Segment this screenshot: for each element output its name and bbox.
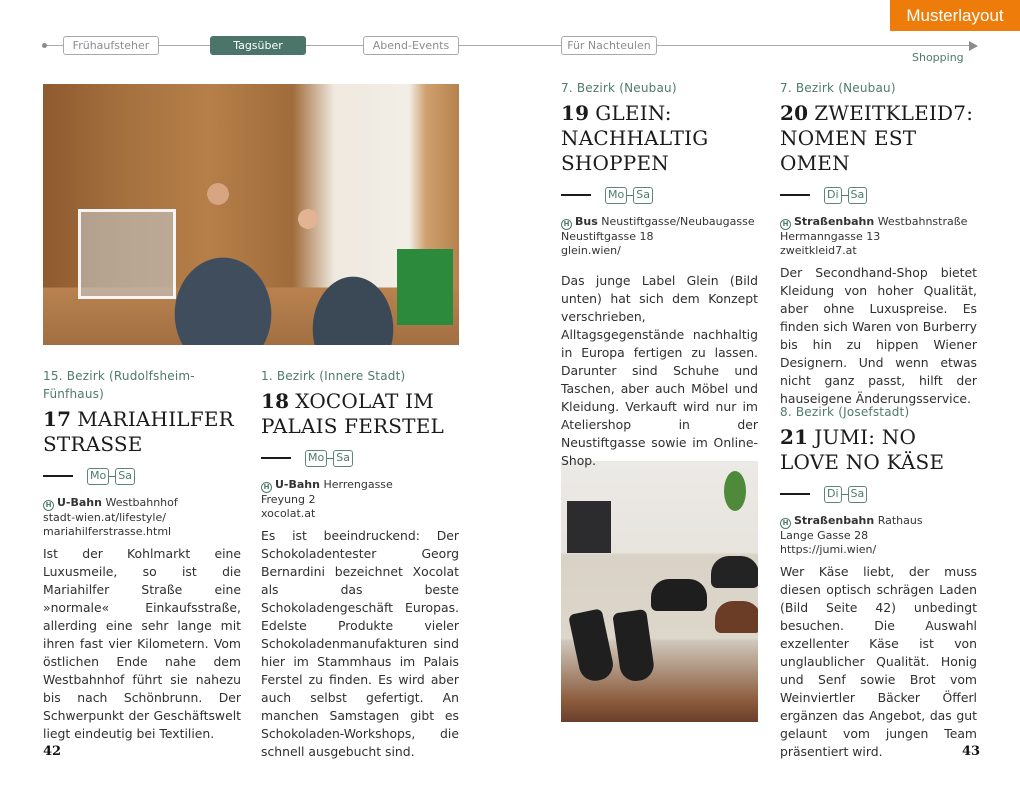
entry-address: Freyung 2 [261,493,316,506]
opening-days [780,485,977,503]
district-label: 15. Bezirk (Rudolfsheim-Fünfhaus) [43,369,195,401]
divider-rule [261,457,291,459]
entry-url[interactable]: xocolat.at [261,507,316,520]
transit-stop-icon: H [261,482,272,493]
transport-mode: Bus [575,215,598,228]
sandal-left [568,608,616,684]
timeline-arrow-icon [969,41,978,51]
day-from: Mo [605,187,627,204]
day-from: Di [824,486,842,503]
divider-rule [561,194,591,196]
timeline-start-dot [42,43,47,48]
time-of-day-timeline [42,36,978,56]
cheese-shop-photo [43,84,459,345]
plant [724,471,746,511]
divider-rule [43,475,73,477]
entry-body: Wer Käse liebt, der muss diesen optisch schrägen Laden (Bild Seite 42) unbedingt besuchen. Die Auswahl exzellenter Käse ist von unglaublicher Qualität. Honig und Senf sowie Brot vom Weinviertler Bäcker Öfferl ergänzen das Angebot, das gut gelaunt vom jungen Team präsentiert wird. [780,564,977,759]
entry-body: Der Secondhand-Shop bietet Kleidung von hoher Qualität, aber ohne Luxuspreise. Es finden sich Waren von Burberry bis hin zu hippen Wiener Designern. Und wenn etwas nicht ganz passt, hilft der hauseigene Änderungsservice. [780,265,977,406]
transit-stop-icon: H [780,219,791,230]
day-range-dash [842,195,848,196]
district-label: 7. Bezirk (Neubau) [561,81,677,95]
shoe-shop-photo [561,461,758,722]
entry-title [780,425,977,475]
opening-days [261,449,459,467]
transit-stop-icon: H [780,518,791,529]
entry-info [261,478,459,521]
entry-19 [561,79,758,470]
entry-number: 19 [561,101,590,125]
section-label-shopping: Shopping [912,51,964,64]
day-to: Sa [333,450,353,467]
entry-url[interactable]: https://jumi.wien/ [780,543,877,556]
entry-title [780,101,977,176]
entry-title [561,101,711,176]
entry-title [43,407,241,457]
entry-address: Lange Gasse 28 [780,529,869,542]
page-number-right: 43 [962,744,981,759]
display-case [78,209,176,299]
entry-21 [780,403,977,761]
transport-stop: Rathaus [877,514,923,527]
entry-name: MARIAHILFER STRASSE [43,407,234,456]
divider-rule [780,194,810,196]
entry-address: Neustiftgasse 18 [561,230,654,243]
page-number-left: 42 [43,744,62,759]
day-to: Sa [115,468,135,485]
entry-17 [43,367,241,743]
transport-mode: U-Bahn [275,478,320,491]
opening-days [43,467,241,485]
handbag [567,501,611,553]
entry-18 [261,367,459,761]
entry-name: JUMI: NO LOVE NO KÄSE [780,425,945,474]
entry-info [43,496,241,539]
entry-address: Hermanngasse 13 [780,230,881,243]
district-label: 7. Bezirk (Neubau) [780,81,896,95]
entry-name: GLEIN: NACHHALTIG SHOPPEN [561,101,709,175]
entry-20 [780,79,977,408]
opening-days [561,186,758,204]
transport-stop: Westbahnhof [105,496,178,509]
day-from: Di [824,187,842,204]
entry-number: 18 [261,389,290,413]
green-crates [397,249,453,325]
tab-fruehaufsteher[interactable]: Frühaufsteher [63,36,159,55]
entry-number: 17 [43,407,72,431]
divider-rule [780,493,810,495]
entry-number: 21 [780,425,809,449]
entry-name: ZWEITKLEID7: NOMEN EST OMEN [780,101,974,175]
black-shoes [651,579,707,611]
black-boot [711,556,758,588]
opening-days [780,186,977,204]
day-to: Sa [633,187,653,204]
entry-body: Ist der Kohlmarkt eine Luxusmeile, so ist die Mariahilfer Straße eine »normale« Einkaufsstraße, allerding eine sehr lange mit ihren fast vier Kilometern. Vom östlichen Ende nahe dem Westbahnhof führt sie nahezu bis nach Schönbrunn. Der Schwerpunkt der Geschäftswelt liegt eindeutig bei Textilien. [43,546,241,741]
district-label: 1. Bezirk (Innere Stadt) [261,369,406,383]
sandal-right [612,609,655,683]
transit-stop-icon: H [561,219,572,230]
entry-body: Es ist beeindruckend: Der Schokoladentester Georg Bernardini bezeichnet Xocolat als das beste Schokoladengeschäft Europas. Edelste Produkte vieler Schokoladenmanufakturen sind hier im Stammhaus im Palais Ferstel zu finden. Es wird aber auch selbst gefertigt. An manchen Samstagen gibt es Schokoladen-Workshops, die schnell ausgebucht sind. [261,528,459,759]
transport-mode: U-Bahn [57,496,102,509]
transport-mode: Straßenbahn [794,514,875,527]
day-to: Sa [848,486,868,503]
day-from: Mo [305,450,327,467]
tab-abend-events[interactable]: Abend-Events [363,36,459,55]
entry-info [561,215,758,258]
tab-tagsueber[interactable]: Tagsüber [210,36,306,55]
entry-body: Das junge Label Glein (Bild unten) hat sich dem Konzept verschrieben, Alltagsgegenstände nachhaltig in Europa fertigen zu lassen. Darunter sind Schuhe und Taschen, aber auch Möbel und Kleidung. Verkauft wird nur im Ateliershop in der Neustiftgasse sowie im Online-Shop. [561,273,758,468]
day-range-dash [842,494,848,495]
entry-info [780,514,977,557]
brown-shoe [715,601,758,633]
tab-fuer-nachteulen[interactable]: Für Nachteulen [561,36,657,55]
transport-stop: Herrengasse [323,478,393,491]
entry-url[interactable]: zweitkleid7.at [780,244,857,257]
entry-url[interactable]: stadt-wien.at/lifestyle/ mariahilferstrasse.html [43,511,172,538]
entry-name: XOCOLAT IM PALAIS FERSTEL [261,389,445,438]
transport-mode: Straßenbahn [794,215,875,228]
day-from: Mo [87,468,109,485]
transit-stop-icon: H [43,500,54,511]
entry-number: 20 [780,101,809,125]
timeline-line [46,45,970,46]
district-label: 8. Bezirk (Josefstadt) [780,405,910,419]
transport-stop: Neustiftgasse/Neubaugasse [601,215,755,228]
day-to: Sa [848,187,868,204]
musterlayout-badge: Musterlayout [890,0,1020,31]
entry-info [780,215,977,258]
entry-title [261,389,459,439]
transport-stop: Westbahnstraße [877,215,968,228]
entry-url[interactable]: glein.wien/ [561,244,621,257]
